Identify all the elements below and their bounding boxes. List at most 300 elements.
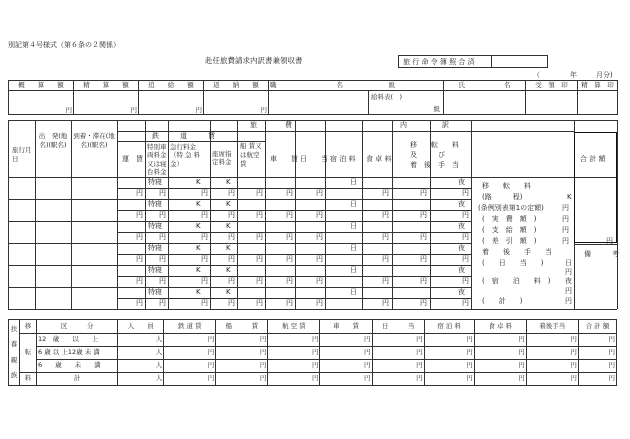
family-total-row [9, 373, 617, 386]
gokei-grid-header: 合 計 額 [580, 155, 606, 163]
yen-unit: 円 [570, 374, 577, 383]
k-unit: K [196, 200, 201, 208]
row-line [392, 287, 430, 288]
kyu-cell[interactable] [369, 91, 444, 115]
yen-unit: 円 [382, 233, 389, 241]
yen-unit: 円 [256, 189, 263, 197]
yen-unit: 円 [562, 237, 569, 245]
shikyu-label: ( 支 給 額 ) [482, 226, 537, 234]
kuruma-header: 車 賃 [270, 155, 298, 163]
amount-cell[interactable] [578, 373, 616, 386]
yen-unit: 円 [159, 211, 166, 219]
amount-cell[interactable] [216, 360, 268, 373]
nichi-unit: 日 [350, 288, 357, 296]
yen-unit: 円 [518, 348, 525, 357]
grid-col-line [471, 120, 472, 309]
yen-unit: 円 [311, 335, 319, 344]
yen-unit: 円 [201, 233, 208, 241]
date-open: （ [533, 71, 540, 79]
amount-cell[interactable] [526, 373, 578, 386]
summary-table [8, 80, 618, 115]
meikyu-label: 名 級 [336, 80, 395, 89]
yen-unit: 円 [608, 348, 615, 357]
yen-unit: 円 [416, 374, 423, 383]
yen-unit: 円 [316, 211, 323, 219]
k-unit: K [226, 266, 231, 274]
nichi-unit: 日 [350, 178, 357, 186]
family-row-label: 6 歳 以 上12歳 未 満 [37, 347, 118, 360]
kyuryohyo-label: 給料表( ) [371, 93, 403, 101]
family-row [9, 360, 617, 373]
header-bottom-line [8, 177, 617, 178]
shokutaku-header: 食 卓 料 [474, 320, 526, 334]
k-unit: K [196, 222, 201, 230]
yen-unit: 円 [159, 299, 166, 307]
biko-line [574, 244, 617, 245]
nichi-unit: 日 [350, 244, 357, 252]
seisan-in-cell[interactable] [578, 91, 618, 115]
k-unit: K [196, 178, 201, 186]
row-line [392, 221, 430, 222]
idou-cell: 移 [20, 320, 37, 334]
sashihiki-label: ( 差 引 額 ) [482, 237, 537, 245]
yen-unit: 円 [256, 255, 263, 263]
nin-unit: 人 [155, 374, 163, 383]
ten-cell: 転 [20, 334, 37, 373]
tsuikyu-header: 追 給 額 [139, 81, 204, 91]
jippi-label: ( 実 費 額 ) [482, 215, 537, 223]
grid-col-line [265, 120, 266, 309]
amount-cell[interactable] [424, 373, 474, 386]
juryo-cell[interactable] [526, 91, 578, 115]
yoru-unit: 夜 [565, 277, 572, 285]
yen-unit: 円 [256, 277, 263, 285]
seisan-cell[interactable] [74, 91, 139, 115]
yen-unit: 円 [136, 233, 143, 241]
yen-unit: 円 [466, 361, 473, 370]
yen-unit: 円 [159, 189, 166, 197]
yen-unit: 円 [311, 348, 319, 357]
yen-unit: 円 [608, 335, 615, 344]
fuyo-label-cell [9, 320, 20, 386]
yen-unit: 円 [382, 299, 389, 307]
yoru-unit: 夜 [458, 266, 465, 274]
amount-cell[interactable] [424, 334, 474, 347]
yen-unit: 円 [316, 233, 323, 241]
yen-unit: 円 [136, 277, 143, 285]
shokutaku-header: 食 卓 料 [366, 155, 392, 163]
yen-unit: 円 [259, 348, 267, 357]
yen-unit: 円 [382, 211, 389, 219]
yen-unit: 円 [518, 335, 525, 344]
yen-unit: 円 [466, 374, 473, 383]
row-line [8, 287, 117, 288]
yen-unit: 円 [159, 277, 166, 285]
family-row-label: 計 [37, 373, 118, 386]
yen-unit: 円 [201, 211, 208, 219]
amount-cell[interactable] [320, 347, 372, 360]
yen-unit: 円 [416, 335, 423, 344]
grid-top-line [8, 120, 617, 121]
yen-unit: 円 [466, 348, 473, 357]
yen-unit: 円 [201, 189, 208, 197]
ninzu-cell[interactable] [118, 334, 164, 347]
yen-unit: 円 [311, 361, 319, 370]
row-line [8, 221, 117, 222]
row-line [117, 309, 392, 310]
oyobi-header: 及 び [410, 151, 445, 159]
yen-unit: 円 [286, 233, 293, 241]
amount-cell[interactable] [320, 360, 372, 373]
juryo-header: 受 領 印 [526, 81, 578, 91]
yen-unit: 円 [608, 374, 615, 383]
amount-cell[interactable] [372, 334, 424, 347]
k-unit: K [196, 244, 201, 252]
yen-unit: 円 [256, 233, 263, 241]
tokushin-label: 特寝 [148, 266, 162, 274]
shukuhaku-p-label: ( 宿 泊 料 ) [482, 277, 551, 285]
row-line [392, 199, 430, 200]
yen-unit: 円 [195, 105, 202, 114]
grid-col-line [617, 120, 618, 309]
amount-cell[interactable] [424, 360, 474, 373]
yen-unit: 円 [462, 211, 469, 219]
row-line [392, 309, 430, 310]
nin-unit: 人 [155, 348, 163, 357]
amount-cell[interactable] [164, 347, 216, 360]
k-unit: K [226, 288, 231, 296]
amount-cell[interactable] [578, 360, 616, 373]
grid-col-line [117, 120, 118, 309]
yen-unit: 円 [136, 299, 143, 307]
yen-unit: 円 [416, 361, 423, 370]
date-month: 月分) [596, 71, 613, 79]
amount-cell[interactable] [474, 360, 526, 373]
yen-unit: 円 [136, 189, 143, 197]
tokushin-label: 特寝 [148, 244, 162, 252]
yen-unit: 円 [462, 299, 469, 307]
yen-unit: 円 [420, 299, 427, 307]
kurumachin-header: 車 賃 [320, 320, 372, 334]
yen-unit: 円 [562, 204, 569, 212]
yen-unit: 円 [462, 277, 469, 285]
yen-unit: 円 [562, 226, 569, 234]
yen-unit: 円 [228, 299, 235, 307]
fuyo-char-4: 族 [10, 370, 18, 379]
tokubetsu-header: 特別車両料金又は寝台料金 [147, 143, 167, 177]
row-line [8, 199, 117, 200]
yen-unit: 円 [286, 299, 293, 307]
family-row-label: 12 歳 以 上 [37, 334, 118, 347]
beppyo-label: (条例別表第1の定額) [478, 204, 544, 212]
date-year: 年 [570, 71, 577, 79]
yen-unit: 円 [130, 105, 137, 114]
yen-unit: 円 [207, 374, 215, 383]
yen-unit: 円 [286, 211, 293, 219]
amount-cell[interactable] [164, 373, 216, 386]
k-unit: K [226, 200, 231, 208]
yen-unit: 円 [420, 233, 427, 241]
k-unit: K [226, 244, 231, 252]
funachin-header: 船 賃 [216, 320, 268, 334]
shoku-cell[interactable] [269, 91, 369, 115]
stamp-box[interactable] [398, 55, 548, 68]
nitto-header: 日 当 [300, 155, 328, 163]
yen-unit: 円 [260, 105, 267, 114]
form-number: 別記第４号様式（第６条の２関係） [8, 41, 120, 49]
gokei-header: 合 計 額 [578, 320, 616, 334]
shukuhaku-header: 宿 泊 料 [424, 320, 474, 334]
k-unit: K [196, 288, 201, 296]
grid-col-line [145, 120, 146, 309]
iten-header: 移 転 料 [410, 141, 459, 149]
grid-col-line [295, 120, 296, 309]
amount-cell[interactable] [578, 334, 616, 347]
tetsudochin-header: 鉄 道 賃 [164, 320, 216, 334]
yen-unit: 円 [364, 374, 371, 383]
yen-unit: 円 [416, 348, 423, 357]
amount-cell[interactable] [164, 360, 216, 373]
yen-unit: 円 [316, 255, 323, 263]
family-row-label: 6 歳 未 満 [37, 360, 118, 373]
grid-col-line [325, 120, 326, 309]
henno-header: 返 納 額 [204, 81, 269, 91]
yen-unit: 円 [228, 277, 235, 285]
biko-label: 備 考 [584, 250, 619, 258]
unchin-header: 運 賃 [122, 155, 143, 163]
yen-unit: 円 [136, 211, 143, 219]
yen-unit: 円 [228, 255, 235, 263]
yen-unit: 円 [207, 361, 215, 370]
yen-unit: 円 [256, 211, 263, 219]
yen-unit: 円 [201, 255, 208, 263]
family-row [9, 334, 617, 347]
tetsudo-header: 鉄 道 賃 [152, 132, 215, 140]
uchiwake-header: 内 訳 [400, 121, 449, 129]
tokushin-label: 特寝 [148, 222, 162, 230]
amount-cell[interactable] [268, 334, 320, 347]
chakugo-header: 着後手当 [526, 320, 578, 334]
nichi-unit: 日 [350, 222, 357, 230]
yen-unit: 円 [420, 277, 427, 285]
family-row [9, 347, 617, 360]
yen-unit: 円 [201, 299, 208, 307]
yen-unit: 円 [311, 374, 319, 383]
yoru-unit: 夜 [458, 288, 465, 296]
seisan-in-header: 精 算 印 [578, 81, 618, 91]
yoru-unit: 夜 [458, 244, 465, 252]
gaisan-cell[interactable] [9, 91, 74, 115]
amount-cell[interactable] [268, 347, 320, 360]
yen-unit: 円 [207, 348, 215, 357]
amount-cell[interactable] [526, 334, 578, 347]
family-table [8, 319, 617, 386]
k-unit: K [226, 222, 231, 230]
amount-cell[interactable] [372, 347, 424, 360]
nichi-unit: 日 [350, 200, 357, 208]
amount-cell[interactable] [578, 347, 616, 360]
yen-unit: 円 [159, 255, 166, 263]
yen-unit: 円 [420, 255, 427, 263]
kyuko-header: 急行料金（特 急 料金） [170, 143, 201, 168]
k-unit: K [226, 178, 231, 186]
yen-unit: 円 [259, 361, 267, 370]
ryoko-gappi-header: 旅行月日 [12, 146, 32, 163]
yen-unit: 円 [364, 335, 371, 344]
yen-unit: 円 [136, 255, 143, 263]
grid-col-line [210, 120, 211, 309]
iten-title: 移 転 料 [482, 182, 531, 190]
yen-unit: 円 [286, 189, 293, 197]
yen-unit: 円 [286, 255, 293, 263]
yen-unit: 円 [228, 233, 235, 241]
fuyo-char-3: 親 [10, 355, 18, 364]
ryohi-header: 旅 費 [250, 121, 292, 129]
yen-unit: 円 [466, 335, 473, 344]
shokumei-header [269, 81, 444, 91]
yen-unit: 円 [65, 105, 72, 114]
shuppatsu-header: 出 発(地名)(駅名) [38, 132, 68, 150]
ninzu-header: 人 員 [118, 320, 164, 334]
yen-unit: 円 [562, 215, 569, 223]
tsuikyu-cell[interactable] [139, 91, 204, 115]
tokushin-label: 特寝 [148, 178, 162, 186]
grid-col-line [8, 120, 9, 309]
yen-unit: 円 [565, 297, 572, 305]
yen-unit: 円 [518, 374, 525, 383]
row-line [8, 265, 117, 266]
yen-unit: 円 [201, 277, 208, 285]
tokushin-label: 特寝 [148, 200, 162, 208]
yen-unit: 円 [462, 189, 469, 197]
shimei-header: 氏 名 [444, 81, 526, 91]
ninzu-cell[interactable] [118, 360, 164, 373]
yen-unit: 円 [462, 255, 469, 263]
k-unit: K [567, 193, 572, 201]
amount-cell[interactable] [216, 334, 268, 347]
kubun-header: 区 分 [37, 320, 118, 334]
row-line [8, 309, 117, 310]
tokushin-label: 特寝 [148, 288, 162, 296]
yen-unit: 円 [382, 189, 389, 197]
zaseki-header: 座席指定料金 [212, 150, 232, 167]
yen-unit: 円 [316, 189, 323, 197]
yen-unit: 円 [420, 211, 427, 219]
amount-cell[interactable] [474, 373, 526, 386]
k-unit: K [196, 266, 201, 274]
amount-cell[interactable] [216, 373, 268, 386]
ryo-cell: 料 [20, 373, 37, 386]
amount-cell[interactable] [372, 360, 424, 373]
yen-unit: 円 [286, 277, 293, 285]
stamp-divider [491, 56, 492, 68]
grid-col-line [237, 120, 238, 309]
yen-unit: 円 [364, 361, 371, 370]
amount-cell[interactable] [320, 334, 372, 347]
row-line [392, 265, 430, 266]
yen-unit: 円 [606, 237, 613, 245]
yen-unit: 円 [228, 189, 235, 197]
yen-unit: 円 [159, 233, 166, 241]
nitto-p-label: ( 日 当 ) [482, 259, 544, 267]
yen-unit: 円 [364, 348, 371, 357]
chakugo-teate-label: 着 後 手 当 [482, 248, 552, 256]
yen-unit: 円 [570, 335, 577, 344]
yen-unit: 円 [316, 299, 323, 307]
amount-cell[interactable] [216, 347, 268, 360]
yen-unit: 円 [518, 361, 525, 370]
kokuchin-header: 航 空 賃 [268, 320, 320, 334]
seisan-header: 精 算 額 [74, 81, 139, 91]
nin-unit: 人 [155, 361, 163, 370]
henno-cell[interactable] [204, 91, 269, 115]
amount-cell[interactable] [526, 360, 578, 373]
ninzu-cell[interactable] [118, 347, 164, 360]
row-line [430, 309, 471, 310]
ninzu-cell[interactable] [118, 373, 164, 386]
amount-cell[interactable] [474, 334, 526, 347]
shoku-label: 職 [270, 80, 277, 89]
rotei-label: (路 程) [482, 193, 523, 201]
gokei-highlight-box [574, 132, 617, 243]
amount-cell[interactable] [526, 347, 578, 360]
amount-cell[interactable] [424, 347, 474, 360]
yen-unit: 円 [462, 233, 469, 241]
gaisan-header: 概 算 額 [9, 81, 74, 91]
row-line [8, 243, 117, 244]
amount-cell[interactable] [320, 373, 372, 386]
yen-unit: 円 [565, 287, 572, 295]
yen-unit: 円 [259, 374, 267, 383]
shukuhaku-header: 宿 泊 料 [330, 155, 356, 163]
yen-unit: 円 [256, 299, 263, 307]
fuyo-char-1: 扶 [10, 325, 18, 334]
nin-unit: 人 [155, 335, 163, 344]
amount-cell[interactable] [164, 334, 216, 347]
stamp-label: 旅 行 命 令 簿 照 合 済 [403, 58, 475, 66]
yen-unit: 円 [259, 335, 267, 344]
yen-unit: 円 [420, 189, 427, 197]
nichi-unit: 日 [350, 266, 357, 274]
yen-unit: 円 [570, 361, 577, 370]
row-line [392, 243, 430, 244]
yen-unit: 円 [570, 348, 577, 357]
amount-cell[interactable] [268, 373, 320, 386]
amount-cell[interactable] [268, 360, 320, 373]
funachin-header: 船 賃又 は航空賃 [240, 142, 262, 169]
chakugo-header: 着 後 手 当 [410, 161, 459, 169]
shimei-cell[interactable] [444, 91, 526, 115]
yen-unit: 円 [382, 255, 389, 263]
fuyo-char-2: 養 [10, 340, 18, 349]
amount-cell[interactable] [474, 347, 526, 360]
nitto-header: 日 当 [372, 320, 424, 334]
amount-cell[interactable] [372, 373, 424, 386]
yen-unit: 円 [228, 211, 235, 219]
nichi-unit: 日 [565, 259, 572, 267]
yen-unit: 円 [207, 335, 215, 344]
form-title: 赴任旅費請求内訳書兼領収書 [205, 56, 303, 65]
yoru-unit: 夜 [458, 222, 465, 230]
grid-col-line [71, 120, 72, 309]
yen-unit: 円 [316, 277, 323, 285]
yoru-unit: 夜 [458, 200, 465, 208]
yen-unit: 円 [382, 277, 389, 285]
tochaku-header: 到着・滞在(地名)(駅名) [73, 132, 115, 150]
yen-unit: 円 [565, 268, 572, 276]
grid-col-line [392, 120, 393, 309]
grid-col-line [35, 120, 36, 309]
